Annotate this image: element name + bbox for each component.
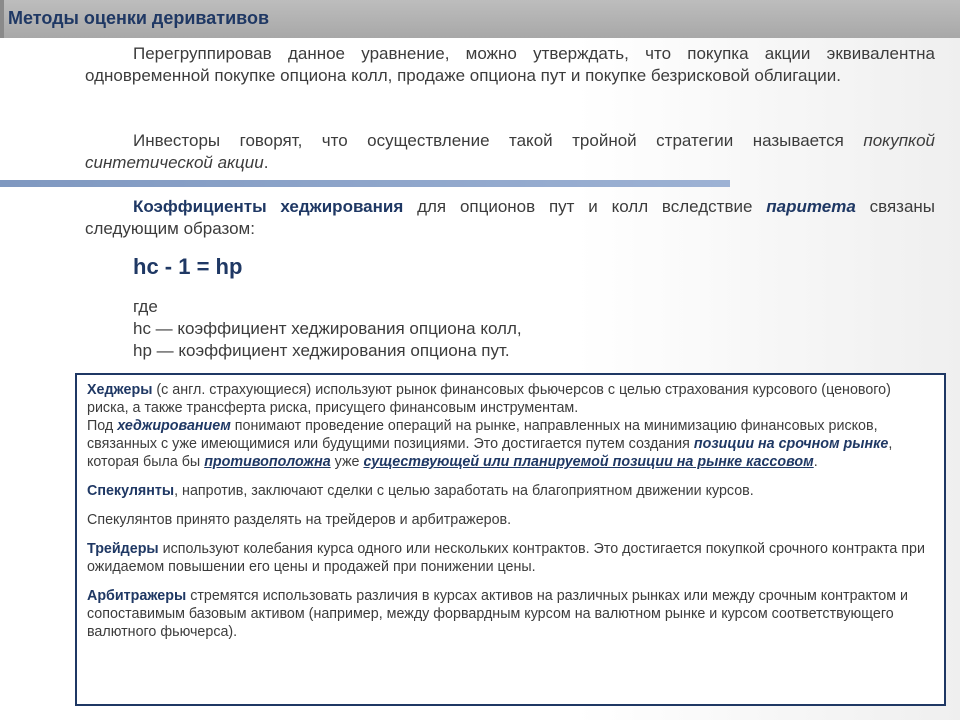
arbitrageurs-term: Арбитражеры [87, 588, 187, 604]
formula-legend [133, 296, 913, 362]
arbitrageurs-paragraph [87, 587, 934, 641]
speculators-paragraph [87, 482, 934, 500]
traders-text: используют колебания курса одного или нескольких контрактов. Это достигается покупкой срочного контракта при ожидаемом повышении его цены и продажей при понижении цены. [87, 541, 925, 575]
hedgers-text: , которая была бы [87, 436, 893, 470]
paragraph-synthetic-equivalence: Перегруппировав данное уравнение, можно утверждать, что покупка акции эквивалентна одновременной покупке опциона колл, продаже опциона пут и покупке безрисковой облигации. [85, 44, 935, 85]
division-paragraph: Спекулянтов принято разделять на трейдеров и арбитражеров. [87, 512, 512, 528]
hedgers-paragraph [87, 381, 934, 471]
paragraph-triple-strategy [85, 130, 935, 174]
synthetic-share-term: покупкой синтетической акции [85, 131, 935, 172]
hedgers-text: уже [330, 454, 364, 470]
legend-hp: hp — коэффициент хеджирования опциона пут. [133, 341, 510, 360]
hedge-formula: hc - 1 = hp [133, 254, 243, 279]
hedgers-term: Хеджеры [87, 382, 153, 398]
speculators-term: Спекулянты [87, 483, 175, 499]
spot-position-term: существующей или планируемой позиции на рынке кассовом [363, 454, 814, 470]
speculators-text: , напротив, заключают сделки с целью заработать на благоприятном движении курсов. [174, 483, 754, 499]
where-label: где [133, 297, 158, 316]
page-title: Методы оценки деривативов [8, 8, 270, 28]
section-divider [0, 180, 730, 187]
paragraph-text: Инвесторы говорят, что осуществление такой тройной стратегии называется [133, 131, 864, 150]
hedging-term: хеджированием [117, 418, 231, 434]
hedgers-end: . [813, 454, 818, 470]
opposite-term: противоположна [204, 454, 331, 470]
title-accent [0, 0, 4, 38]
paragraph-text: для опционов пут и колл вследствие [403, 197, 767, 216]
futures-position-term: позиции на срочном рынке [693, 436, 889, 452]
paragraph-end: . [263, 153, 269, 172]
legend-hc: hc — коэффициент хеджирования опциона колл, [133, 319, 522, 338]
market-participants-box [75, 373, 946, 706]
hedgers-text: понимают проведение операций на рынке, направленных на минимизацию финансовых рисков, связанных с уже имеющимися или будущими позициями. Это достигается путем создания [87, 418, 878, 452]
hedge-ratios-term: Коэффициенты хеджирования [133, 197, 404, 216]
hedgers-text: Под [87, 418, 118, 434]
traders-term: Трейдеры [87, 541, 159, 557]
paragraph-hedge-ratios [85, 196, 935, 240]
traders-paragraph [87, 540, 934, 576]
paragraph-text: связаны следующим образом: [85, 197, 936, 238]
hedgers-text: (с англ. страхующиеся) используют рынок финансовых фьючерсов с целью страхования курсового (ценового) риска, а также трансферта риска, присущего финансовым инструментам. [87, 382, 891, 416]
title-bar [0, 0, 960, 38]
arbitrageurs-text: стремятся использовать различия в курсах активов на различных рынках или между срочным контрактом и сопоставимым базовым активом (например, между форвардным курсом на валютном рынке и курсом соответствующего валютного фьючерса). [87, 588, 909, 640]
parity-term: паритета [766, 197, 856, 216]
